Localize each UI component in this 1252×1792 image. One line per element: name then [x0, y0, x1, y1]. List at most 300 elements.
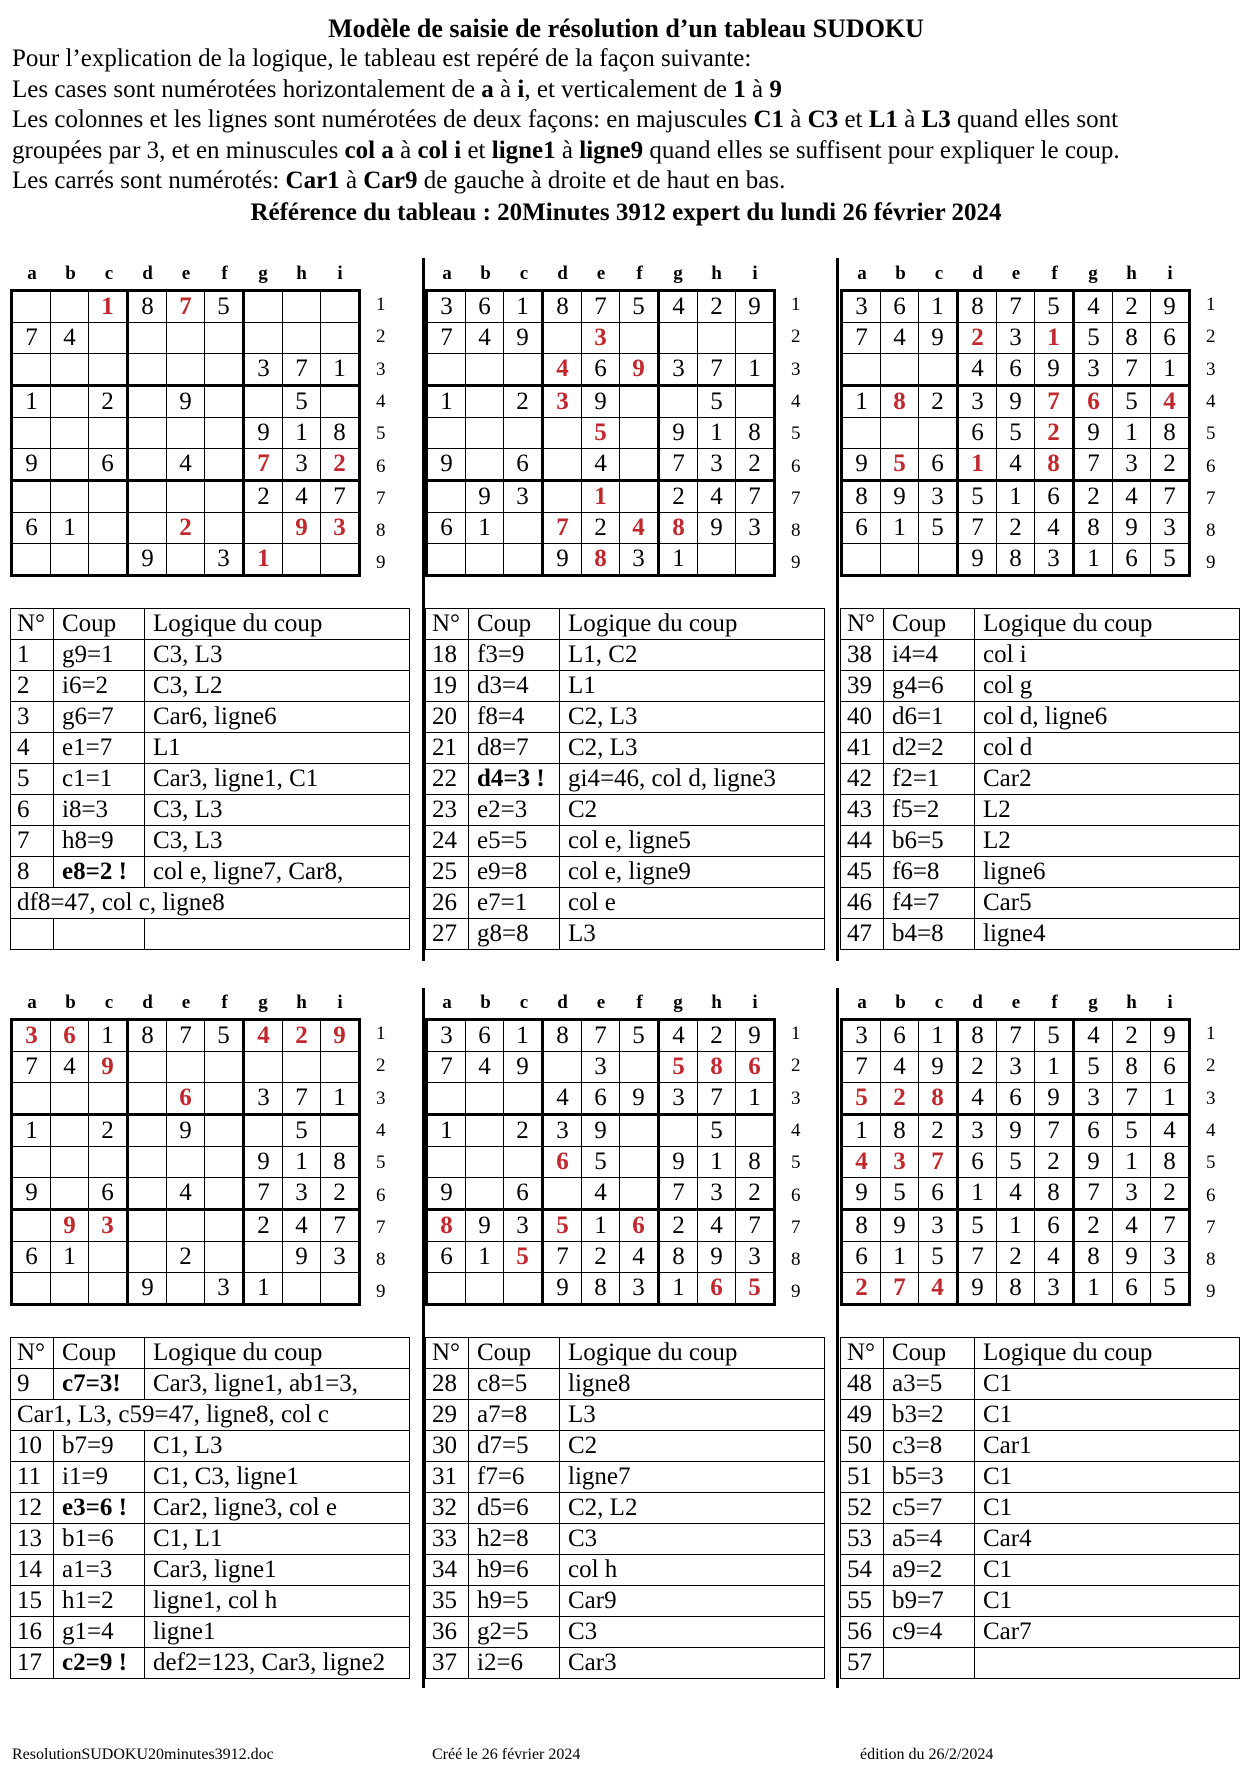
grid-cell: 9	[582, 1115, 620, 1147]
grid-cell: 6	[582, 1083, 620, 1115]
row-number: 5	[1206, 1152, 1216, 1174]
grid-cell: 6	[89, 449, 128, 481]
grid-cell: 7	[244, 449, 283, 481]
grid-cell: 6	[997, 354, 1035, 386]
grid-cell: 1	[427, 386, 466, 418]
move-number: 23	[426, 795, 469, 826]
column-letter: f	[221, 263, 228, 284]
grid-cell: 7	[543, 513, 582, 544]
grid-cell	[12, 544, 51, 576]
move-row	[841, 1493, 1240, 1524]
column-letter: f	[221, 992, 228, 1013]
grid-row	[12, 1115, 360, 1147]
grid-cell	[543, 418, 582, 449]
grid-row	[842, 354, 1190, 386]
grid-cell	[283, 1273, 321, 1305]
grid-cell: 7	[427, 323, 466, 354]
grid-cell: 1	[244, 1273, 283, 1305]
grid-cell	[504, 1083, 543, 1115]
move-row	[841, 857, 1240, 888]
grid-cell	[283, 323, 321, 354]
grid-cell: 6	[427, 1242, 466, 1273]
grid-cell: 3	[997, 323, 1035, 354]
grid-cell: 5	[842, 1083, 881, 1115]
grid-cell	[504, 1147, 543, 1178]
grid-cell: 3	[1151, 1242, 1190, 1273]
grid-cell: 9	[919, 1052, 958, 1083]
sudoku-grid	[840, 289, 1191, 577]
move-row	[11, 1431, 410, 1462]
grid-row	[12, 291, 360, 323]
move-number: 27	[426, 919, 469, 950]
move-coup: i1=9	[54, 1462, 145, 1493]
move-logic: C3, L3	[145, 640, 410, 671]
column-letter: a	[442, 263, 452, 284]
grid-cell: 2	[842, 1273, 881, 1305]
grid-cell	[881, 354, 919, 386]
move-row	[841, 1400, 1240, 1431]
grid-cell: 9	[881, 481, 919, 513]
grid-cell	[504, 544, 543, 576]
grid-cell: 5	[582, 1147, 620, 1178]
moves-table	[425, 608, 825, 950]
grid-cell: 3	[881, 1147, 919, 1178]
column-letter: e	[1011, 992, 1021, 1013]
move-logic: ligne8	[560, 1369, 825, 1400]
move-row	[11, 1617, 410, 1648]
move-number: 5	[11, 764, 54, 795]
move-number: 24	[426, 826, 469, 857]
grid-cell: 9	[128, 1273, 167, 1305]
move-number: 48	[841, 1369, 884, 1400]
grid-cell: 7	[1035, 1115, 1074, 1147]
grid-cell: 5	[997, 418, 1035, 449]
grid-cell	[244, 1052, 283, 1083]
grid-cell	[205, 1178, 244, 1210]
move-number: 35	[426, 1586, 469, 1617]
grid-row	[12, 1083, 360, 1115]
grid-cell	[504, 513, 543, 544]
grid-cell: 6	[12, 1242, 51, 1273]
move-coup: d6=1	[884, 702, 975, 733]
move-logic: Car1	[975, 1431, 1240, 1462]
move-logic: Car3, ligne1	[145, 1555, 410, 1586]
grid-cell	[12, 1147, 51, 1178]
grid-row	[427, 1210, 775, 1242]
move-number: 8	[11, 857, 54, 888]
grid-cell: 7	[321, 1210, 360, 1242]
grid-cell: 9	[958, 544, 997, 576]
grid-cell	[466, 1273, 504, 1305]
move-row	[426, 795, 825, 826]
grid-cell: 2	[1074, 481, 1113, 513]
column-letter: d	[142, 992, 153, 1013]
grid-cell: 2	[244, 481, 283, 513]
grid-cell	[881, 544, 919, 576]
grid-cell	[51, 354, 89, 386]
move-number: 44	[841, 826, 884, 857]
header-num: N°	[11, 1338, 54, 1369]
move-number: 42	[841, 764, 884, 795]
column-separator	[836, 988, 839, 1688]
move-number: 3	[11, 702, 54, 733]
grid-cell: 5	[958, 1210, 997, 1242]
grid-cell: 1	[244, 544, 283, 576]
grid-cell: 1	[504, 1020, 543, 1052]
row-number: 8	[1206, 520, 1216, 542]
grid-cell	[698, 323, 736, 354]
move-coup: c7=3!	[54, 1369, 145, 1400]
grid-cell: 7	[698, 354, 736, 386]
grid-cell: 1	[582, 481, 620, 513]
move-coup: d2=2	[884, 733, 975, 764]
move-number: 10	[11, 1431, 54, 1462]
grid-cell: 3	[958, 386, 997, 418]
move-row	[841, 671, 1240, 702]
move-row	[11, 1400, 410, 1431]
grid-cell: 8	[881, 1115, 919, 1147]
grid-cell	[244, 386, 283, 418]
grid-cell: 8	[958, 291, 997, 323]
header-num: N°	[426, 609, 469, 640]
grid-row	[12, 1242, 360, 1273]
move-coup: i2=6	[469, 1648, 560, 1679]
grid-cell: 4	[698, 1210, 736, 1242]
move-number: 25	[426, 857, 469, 888]
grid-cell: 3	[205, 544, 244, 576]
footer-edition: édition du 26/2/2024	[860, 1746, 994, 1763]
column-letter: b	[480, 992, 491, 1013]
grid-cell	[321, 323, 360, 354]
move-number: 6	[11, 795, 54, 826]
move-row	[426, 1617, 825, 1648]
grid-cell: 6	[167, 1083, 205, 1115]
move-coup: b5=3	[884, 1462, 975, 1493]
move-coup: f8=4	[469, 702, 560, 733]
grid-cell: 7	[736, 1210, 775, 1242]
move-number: 46	[841, 888, 884, 919]
grid-cell: 3	[1113, 1178, 1151, 1210]
row-number: 9	[376, 1281, 386, 1303]
grid-cell: 1	[1151, 354, 1190, 386]
grid-cell: 6	[466, 291, 504, 323]
grid-row	[842, 481, 1190, 513]
grid-row	[427, 1273, 775, 1305]
move-number: 30	[426, 1431, 469, 1462]
row-number: 1	[1206, 294, 1216, 315]
grid-cell: 8	[736, 1147, 775, 1178]
move-coup: d7=5	[469, 1431, 560, 1462]
grid-cell	[919, 544, 958, 576]
move-row	[426, 826, 825, 857]
move-coup: e5=5	[469, 826, 560, 857]
column-letter: g	[673, 992, 683, 1013]
intro-line: Pour l’explication de la logique, le tableau est repéré de la façon suivante:	[12, 45, 752, 72]
row-number: 4	[376, 1119, 386, 1141]
grid-cell: 5	[504, 1242, 543, 1273]
move-number: 14	[11, 1555, 54, 1586]
grid-cell: 3	[620, 544, 659, 576]
grid-cell	[620, 418, 659, 449]
move-number: 33	[426, 1524, 469, 1555]
move-logic: col h	[560, 1555, 825, 1586]
move-number: 22	[426, 764, 469, 795]
move-logic: col e, ligne5	[560, 826, 825, 857]
grid-cell	[283, 544, 321, 576]
grid-cell: 8	[1074, 513, 1113, 544]
move-coup: f3=9	[469, 640, 560, 671]
move-logic: L2	[975, 826, 1240, 857]
column-letter: h	[296, 263, 307, 284]
grid-cell: 2	[1113, 1020, 1151, 1052]
grid-cell: 8	[427, 1210, 466, 1242]
grid-cell: 6	[919, 449, 958, 481]
column-separator	[836, 258, 839, 961]
column-letter: e	[596, 992, 606, 1013]
grid-row	[12, 513, 360, 544]
move-row	[11, 919, 410, 950]
move-coup: c3=8	[884, 1431, 975, 1462]
grid-cell	[466, 449, 504, 481]
grid-cell: 9	[659, 1147, 698, 1178]
grid-cell	[736, 1115, 775, 1147]
column-letter: a	[27, 263, 37, 284]
grid-cell: 2	[919, 386, 958, 418]
grid-row	[12, 1052, 360, 1083]
grid-cell: 4	[1035, 1242, 1074, 1273]
grid-cell	[466, 418, 504, 449]
grid-cell	[543, 481, 582, 513]
row-number: 3	[376, 1087, 386, 1109]
grid-cell: 9	[736, 291, 775, 323]
move-coup: d8=7	[469, 733, 560, 764]
grid-cell: 8	[1113, 323, 1151, 354]
header-num: N°	[426, 1338, 469, 1369]
column-letter: e	[181, 992, 191, 1013]
grid-cell: 1	[997, 1210, 1035, 1242]
move-logic: ligne1, col h	[145, 1586, 410, 1617]
grid-cell: 7	[842, 323, 881, 354]
move-coup: e9=8	[469, 857, 560, 888]
grid-cell	[205, 481, 244, 513]
column-letters	[10, 263, 370, 283]
move-logic: ligne7	[560, 1462, 825, 1493]
move-coup: e8=2 !	[54, 857, 145, 888]
move-row	[426, 733, 825, 764]
grid-cell: 4	[620, 1242, 659, 1273]
grid-cell: 3	[1113, 449, 1151, 481]
move-logic: Car3, ligne1, ab1=3,	[145, 1369, 410, 1400]
grid-cell	[881, 418, 919, 449]
row-number: 5	[791, 1152, 801, 1174]
grid-cell: 3	[659, 1083, 698, 1115]
header-coup: Coup	[469, 1338, 560, 1369]
grid-cell	[167, 418, 205, 449]
grid-cell	[12, 291, 51, 323]
grid-cell	[842, 544, 881, 576]
grid-cell	[244, 1242, 283, 1273]
move-row	[841, 1524, 1240, 1555]
grid-cell: 7	[997, 1020, 1035, 1052]
grid-cell: 8	[543, 291, 582, 323]
move-logic: L1, C2	[560, 640, 825, 671]
move-number: 12	[11, 1493, 54, 1524]
row-number: 5	[791, 423, 801, 445]
sudoku-grid	[425, 289, 776, 577]
move-row	[11, 826, 410, 857]
move-logic-continuation: Car1, L3, c59=47, ligne8, col c	[11, 1400, 410, 1431]
grid-cell	[543, 1052, 582, 1083]
grid-cell: 5	[1035, 291, 1074, 323]
grid-cell: 2	[1035, 1147, 1074, 1178]
grid-cell: 5	[881, 449, 919, 481]
grid-cell: 4	[466, 323, 504, 354]
move-row	[841, 1648, 1240, 1679]
grid-cell	[51, 1115, 89, 1147]
move-row	[426, 702, 825, 733]
move-coup: b3=2	[884, 1400, 975, 1431]
move-logic: Car5	[975, 888, 1240, 919]
move-number: 47	[841, 919, 884, 950]
grid-cell	[244, 323, 283, 354]
column-letter: g	[673, 263, 683, 284]
grid-cell	[89, 513, 128, 544]
column-letter: c	[104, 263, 114, 284]
column-letter: d	[557, 992, 568, 1013]
grid-cell: 9	[881, 1210, 919, 1242]
move-row	[426, 888, 825, 919]
grid-cell	[128, 1083, 167, 1115]
grid-cell: 8	[1151, 418, 1190, 449]
header-num: N°	[11, 609, 54, 640]
row-number: 9	[1206, 552, 1216, 574]
row-number: 8	[791, 520, 801, 542]
column-letter: e	[1011, 263, 1021, 284]
grid-cell: 4	[997, 449, 1035, 481]
grid-cell	[919, 354, 958, 386]
grid-cell: 9	[1035, 354, 1074, 386]
move-row	[426, 919, 825, 950]
move-number: 19	[426, 671, 469, 702]
grid-cell: 4	[167, 449, 205, 481]
grid-cell: 1	[466, 1242, 504, 1273]
move-coup: a1=3	[54, 1555, 145, 1586]
grid-cell	[167, 1210, 205, 1242]
grid-cell: 1	[881, 1242, 919, 1273]
row-number: 6	[791, 455, 801, 477]
move-row	[11, 733, 410, 764]
grid-cell	[504, 354, 543, 386]
grid-cell: 7	[958, 513, 997, 544]
grid-cell: 3	[620, 1273, 659, 1305]
move-number: 51	[841, 1462, 884, 1493]
move-logic: col e	[560, 888, 825, 919]
grid-cell	[919, 418, 958, 449]
move-logic: L3	[560, 1400, 825, 1431]
move-row	[841, 1617, 1240, 1648]
grid-cell	[89, 323, 128, 354]
grid-cell: 5	[205, 291, 244, 323]
row-number: 4	[376, 390, 386, 412]
move-coup: d5=6	[469, 1493, 560, 1524]
grid-cell: 3	[283, 449, 321, 481]
grid-cell	[128, 1115, 167, 1147]
grid-cell: 5	[1113, 1115, 1151, 1147]
move-logic: Car4	[975, 1524, 1240, 1555]
move-logic: ligne6	[975, 857, 1240, 888]
move-logic: C1, L3	[145, 1431, 410, 1462]
move-coup: g1=4	[54, 1617, 145, 1648]
grid-cell: 9	[1074, 1147, 1113, 1178]
column-letter: d	[142, 263, 153, 284]
move-row	[841, 1462, 1240, 1493]
column-letter: h	[1126, 992, 1137, 1013]
column-letter: c	[104, 992, 114, 1013]
grid-cell	[205, 323, 244, 354]
grid-cell: 4	[283, 481, 321, 513]
column-letter: i	[752, 263, 758, 284]
grid-cell: 5	[1151, 1273, 1190, 1305]
grid-cell: 3	[842, 1020, 881, 1052]
grid-cell: 8	[582, 1273, 620, 1305]
grid-row	[427, 1178, 775, 1210]
grid-cell: 5	[205, 1020, 244, 1052]
grid-cell: 8	[1151, 1147, 1190, 1178]
grid-cell: 9	[1074, 418, 1113, 449]
grid-row	[842, 1115, 1190, 1147]
grid-cell: 7	[1074, 449, 1113, 481]
grid-cell: 1	[698, 418, 736, 449]
moves-table	[10, 608, 410, 950]
column-letter: b	[895, 992, 906, 1013]
header-coup: Coup	[884, 609, 975, 640]
grid-row	[842, 1020, 1190, 1052]
grid-cell	[12, 418, 51, 449]
column-letter: e	[596, 263, 606, 284]
column-letter: b	[480, 263, 491, 284]
column-letter: h	[296, 992, 307, 1013]
grid-cell: 1	[12, 386, 51, 418]
grid-cell	[659, 1115, 698, 1147]
grid-cell: 1	[504, 291, 543, 323]
move-number: 52	[841, 1493, 884, 1524]
grid-cell: 8	[1074, 1242, 1113, 1273]
move-row	[426, 1586, 825, 1617]
move-coup	[884, 1648, 975, 1679]
grid-cell	[51, 481, 89, 513]
grid-cell: 9	[582, 386, 620, 418]
grid-cell	[12, 481, 51, 513]
grid-cell: 2	[958, 323, 997, 354]
row-number: 1	[376, 1023, 386, 1044]
intro-line: Les cases sont numérotées horizontalement de a à i, et verticalement de 1 à 9	[12, 75, 782, 103]
move-row	[426, 1648, 825, 1679]
grid-cell	[620, 386, 659, 418]
move-coup: e1=7	[54, 733, 145, 764]
grid-cell: 6	[504, 449, 543, 481]
column-letter: i	[337, 263, 343, 284]
grid-cell: 3	[1074, 354, 1113, 386]
grid-cell	[89, 481, 128, 513]
grid-cell: 3	[1151, 513, 1190, 544]
grid-row	[427, 323, 775, 354]
row-number: 6	[791, 1184, 801, 1206]
grid-cell: 1	[89, 291, 128, 323]
grid-cell: 4	[1151, 386, 1190, 418]
grid-cell: 9	[997, 386, 1035, 418]
grid-row	[842, 544, 1190, 576]
grid-cell	[167, 544, 205, 576]
